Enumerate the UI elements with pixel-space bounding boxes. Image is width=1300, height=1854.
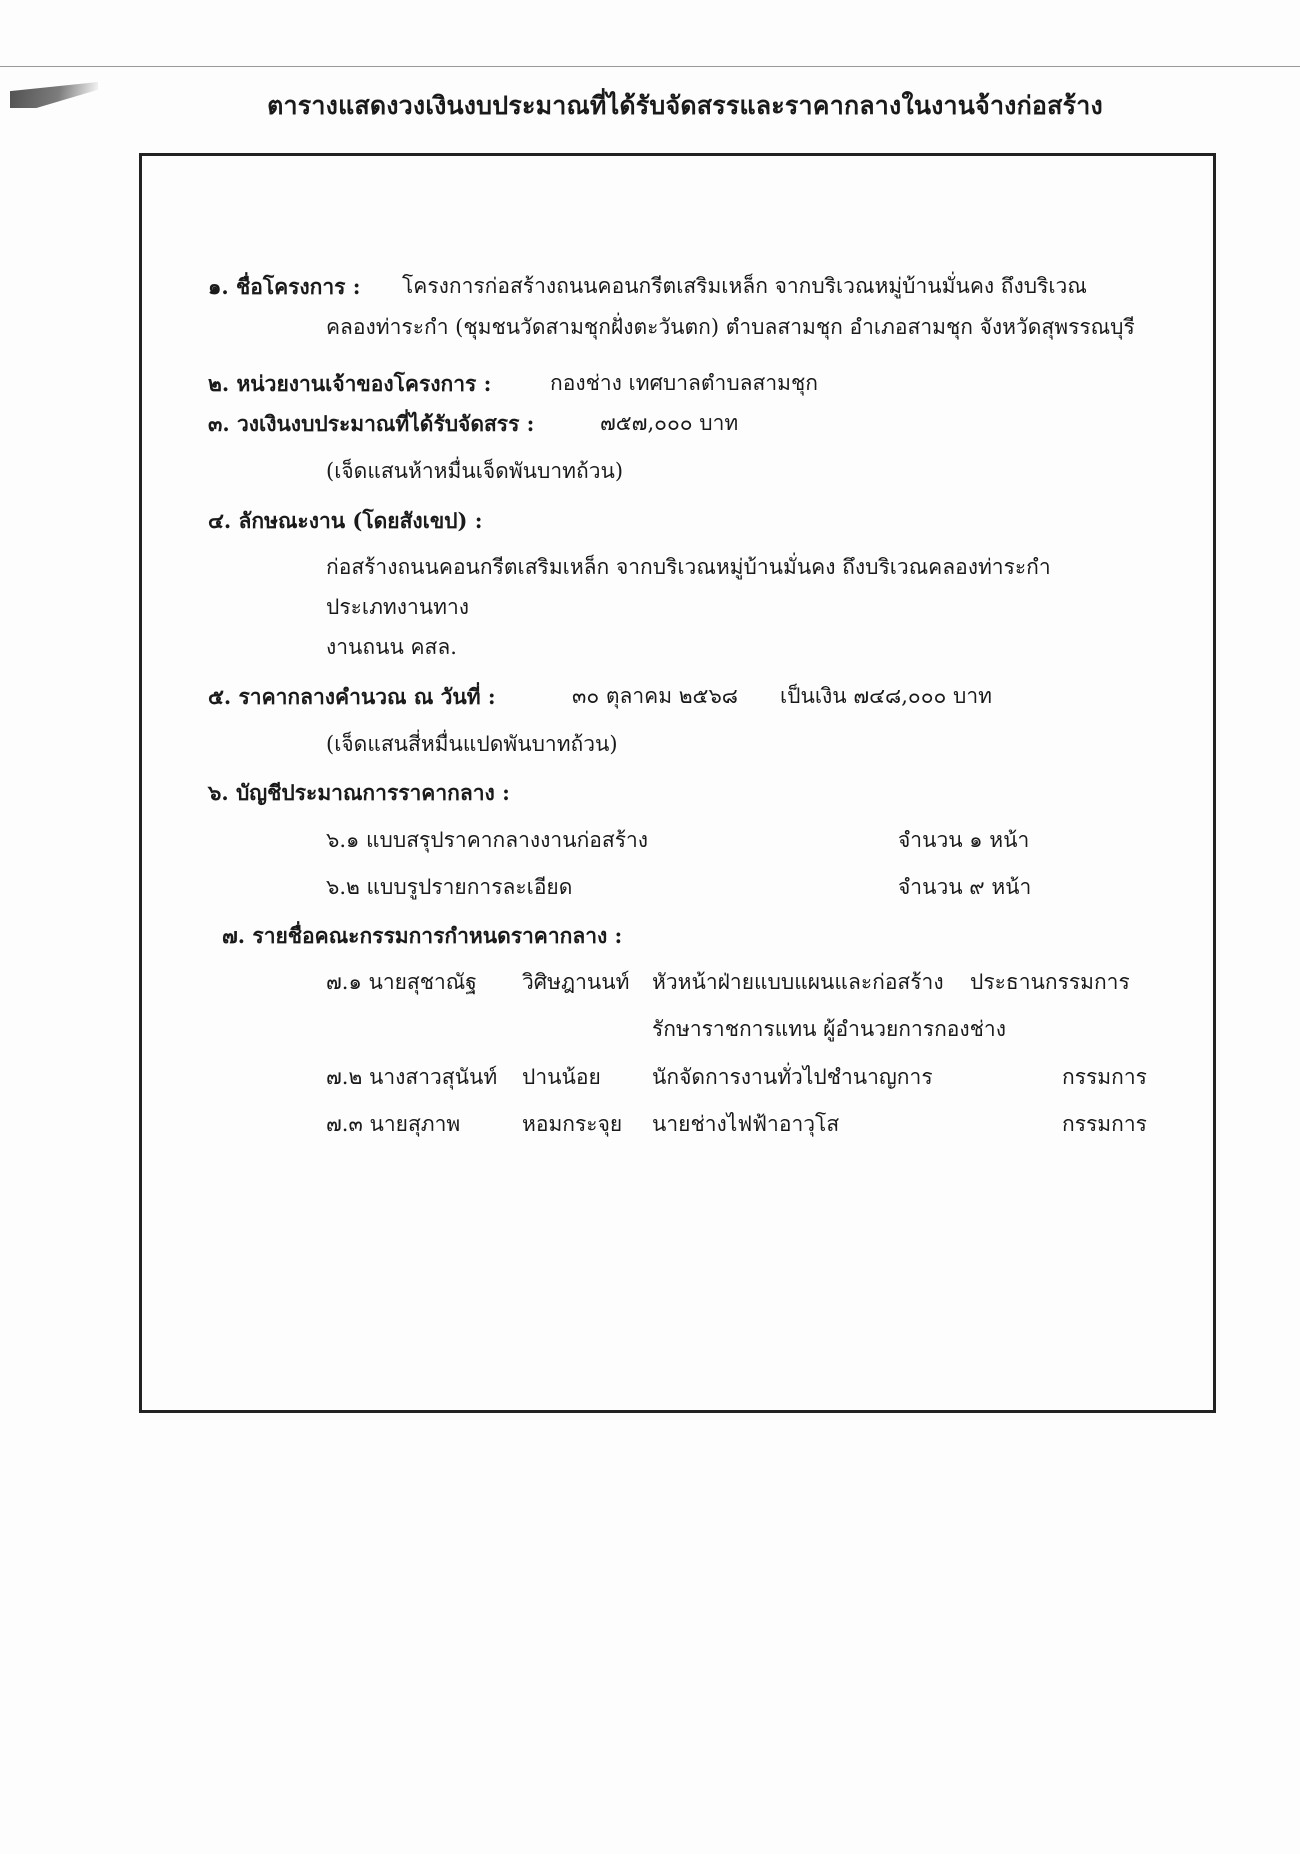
member-number-name: ๗.๑ นายสุชาณัฐ — [326, 970, 477, 994]
member-role: กรรมการ — [1062, 1065, 1147, 1089]
member-position: นักจัดการงานทั่วไปชำนาญการ — [652, 1065, 933, 1089]
member-role: กรรมการ — [1062, 1112, 1147, 1136]
member-position: นายช่างไฟฟ้าอาวุโส — [652, 1112, 840, 1136]
member-surname: หอมกระจุย — [522, 1112, 623, 1136]
item1-line1: โครงการก่อสร้างถนนคอนกรีตเสริมเหล็ก จากบริเวณหมู่บ้านมั่นคง ถึงบริเวณ — [402, 274, 1087, 298]
item6-row-count: จำนวน ๙ หน้า — [898, 875, 1032, 899]
item7-label: ๗. รายชื่อคณะกรรมการกำหนดราคากลาง : — [222, 923, 623, 948]
member-role: ประธานกรรมการ — [970, 970, 1130, 994]
member-position-line2: รักษาราชการแทน ผู้อำนวยการกองช่าง — [652, 1017, 1006, 1041]
item1-line2: คลองท่าระกำ (ชุมชนวัดสามชุกฝั่งตะวันตก) ตำบลสามชุก อำเภอสามชุก จังหวัดสุพรรณบุรี — [326, 315, 1135, 339]
item6-row-name: ๖.๑ แบบสรุปราคากลางงานก่อสร้าง — [326, 828, 649, 852]
member-number-name: ๗.๒ นางสาวสุนันท์ — [326, 1065, 498, 1089]
document-title: ตารางแสดงวงเงินงบประมาณที่ได้รับจัดสรรและราคากลางในงานจ้างก่อสร้าง — [267, 91, 1103, 120]
item4-line2: ประเภทงานทาง — [326, 595, 470, 619]
item3-words: (เจ็ดแสนห้าหมื่นเจ็ดพันบาทถ้วน) — [326, 459, 624, 483]
page-top-rule — [0, 66, 1300, 67]
item5-amount: เป็นเงิน ๗๔๘,๐๐๐ บาท — [780, 684, 992, 708]
item5-date: ๓๐ ตุลาคม ๒๕๖๘ — [572, 684, 738, 708]
item5-words: (เจ็ดแสนสี่หมื่นแปดพันบาทถ้วน) — [326, 732, 618, 756]
member-surname: ปานน้อย — [522, 1065, 601, 1089]
member-position: หัวหน้าฝ่ายแบบแผนและก่อสร้าง — [652, 970, 944, 994]
item5-label: ๕. ราคากลางคำนวณ ณ วันที่ : — [208, 684, 496, 709]
item6-row-name: ๖.๒ แบบรูปรายการละเอียด — [326, 875, 573, 899]
item6-label: ๖. บัญชีประมาณการราคากลาง : — [208, 780, 510, 805]
item1-label: ๑. ชื่อโครงการ : — [208, 274, 361, 299]
item3-label: ๓. วงเงินงบประมาณที่ได้รับจัดสรร : — [208, 411, 535, 436]
member-surname: วิศิษฎานนท์ — [522, 970, 630, 994]
item4-line3: งานถนน คสล. — [326, 635, 457, 659]
item6-row-count: จำนวน ๑ หน้า — [898, 828, 1030, 852]
item4-line1: ก่อสร้างถนนคอนกรีตเสริมเหล็ก จากบริเวณหมู่บ้านมั่นคง ถึงบริเวณคลองท่าระกำ — [326, 555, 1051, 579]
item2-value: กองช่าง เทศบาลตำบลสามชุก — [550, 371, 818, 395]
member-number-name: ๗.๓ นายสุภาพ — [326, 1112, 461, 1136]
item2-label: ๒. หน่วยงานเจ้าของโครงการ : — [208, 371, 492, 396]
item3-value: ๗๕๗,๐๐๐ บาท — [600, 411, 739, 435]
item4-label: ๔. ลักษณะงาน (โดยสังเขป) : — [208, 508, 483, 533]
